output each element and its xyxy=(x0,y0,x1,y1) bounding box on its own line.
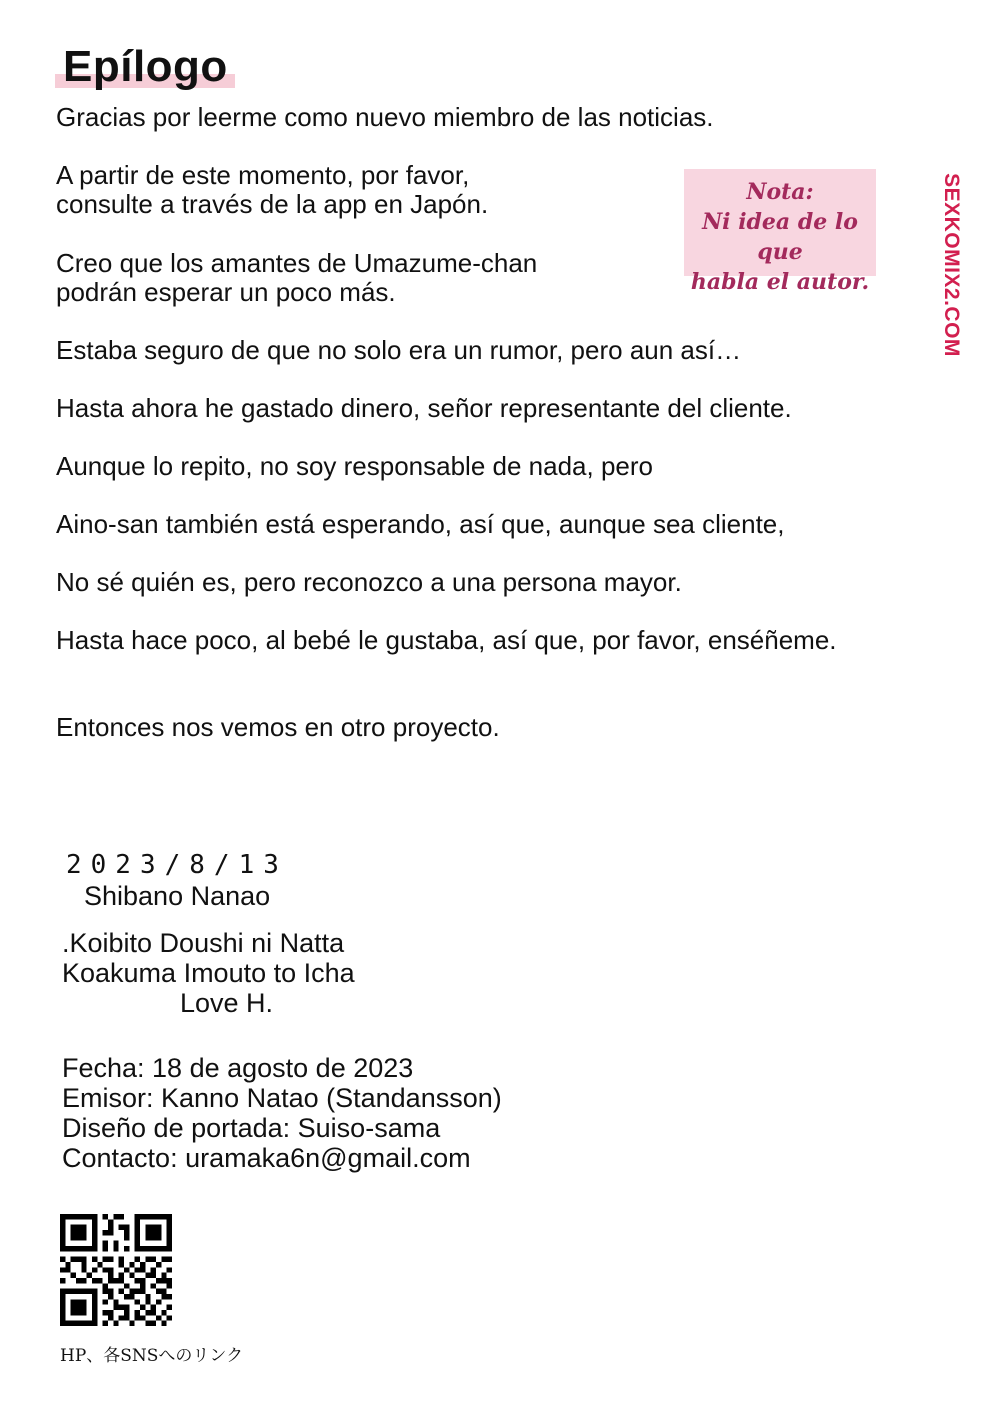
watermark-text: SEXKOMIX2.COM xyxy=(940,173,963,357)
paragraph: No sé quién es, pero reconozco a una persona mayor. xyxy=(56,567,682,597)
note-label: Nota: xyxy=(746,179,814,205)
colophon-date: 2023/8/13 xyxy=(66,850,288,880)
note-text-line: habla el autor. xyxy=(690,269,870,295)
paragraph: A partir de este momento, por favor, consulte a través de la app en Japón. xyxy=(56,160,489,219)
paragraph: Entonces nos vemos en otro proyecto. xyxy=(56,712,500,742)
qr-caption: HP、各SNSへのリンク xyxy=(60,1346,244,1366)
colophon-author: Shibano Nanao xyxy=(84,881,271,911)
paragraph: Gracias por leerme como nuevo miembro de las noticias. xyxy=(56,102,714,132)
note-text-line: Ni idea de lo que xyxy=(702,209,858,265)
paragraph: Hasta hace poco, al bebé le gustaba, así que, por favor, enséñeme. xyxy=(56,625,837,655)
paragraph: Creo que los amantes de Umazume-chan podrán esperar un poco más. xyxy=(56,248,538,307)
paragraph: Estaba seguro de que no solo era un rumor, pero aun así… xyxy=(56,335,742,365)
translator-note xyxy=(684,169,876,295)
qr-code-icon[interactable] xyxy=(60,1214,172,1326)
page-title: Epílogo xyxy=(63,42,228,91)
paragraph: Hasta ahora he gastado dinero, señor representante del cliente. xyxy=(56,393,792,423)
colophon-details: Fecha: 18 de agosto de 2023 Emisor: Kanno Natao (Standansson) Diseño de portada: Suiso-sama Contacto: uramaka6n@gmail.com xyxy=(62,1053,502,1173)
paragraph: Aino-san también está esperando, así que, aunque sea cliente, xyxy=(56,509,785,539)
title-block xyxy=(55,40,228,94)
colophon-work-title: .Koibito Doushi ni Natta Koakuma Imouto to Icha Love H. xyxy=(62,928,355,1018)
site-watermark xyxy=(938,175,964,355)
paragraph: Aunque lo repito, no soy responsable de nada, pero xyxy=(56,451,653,481)
